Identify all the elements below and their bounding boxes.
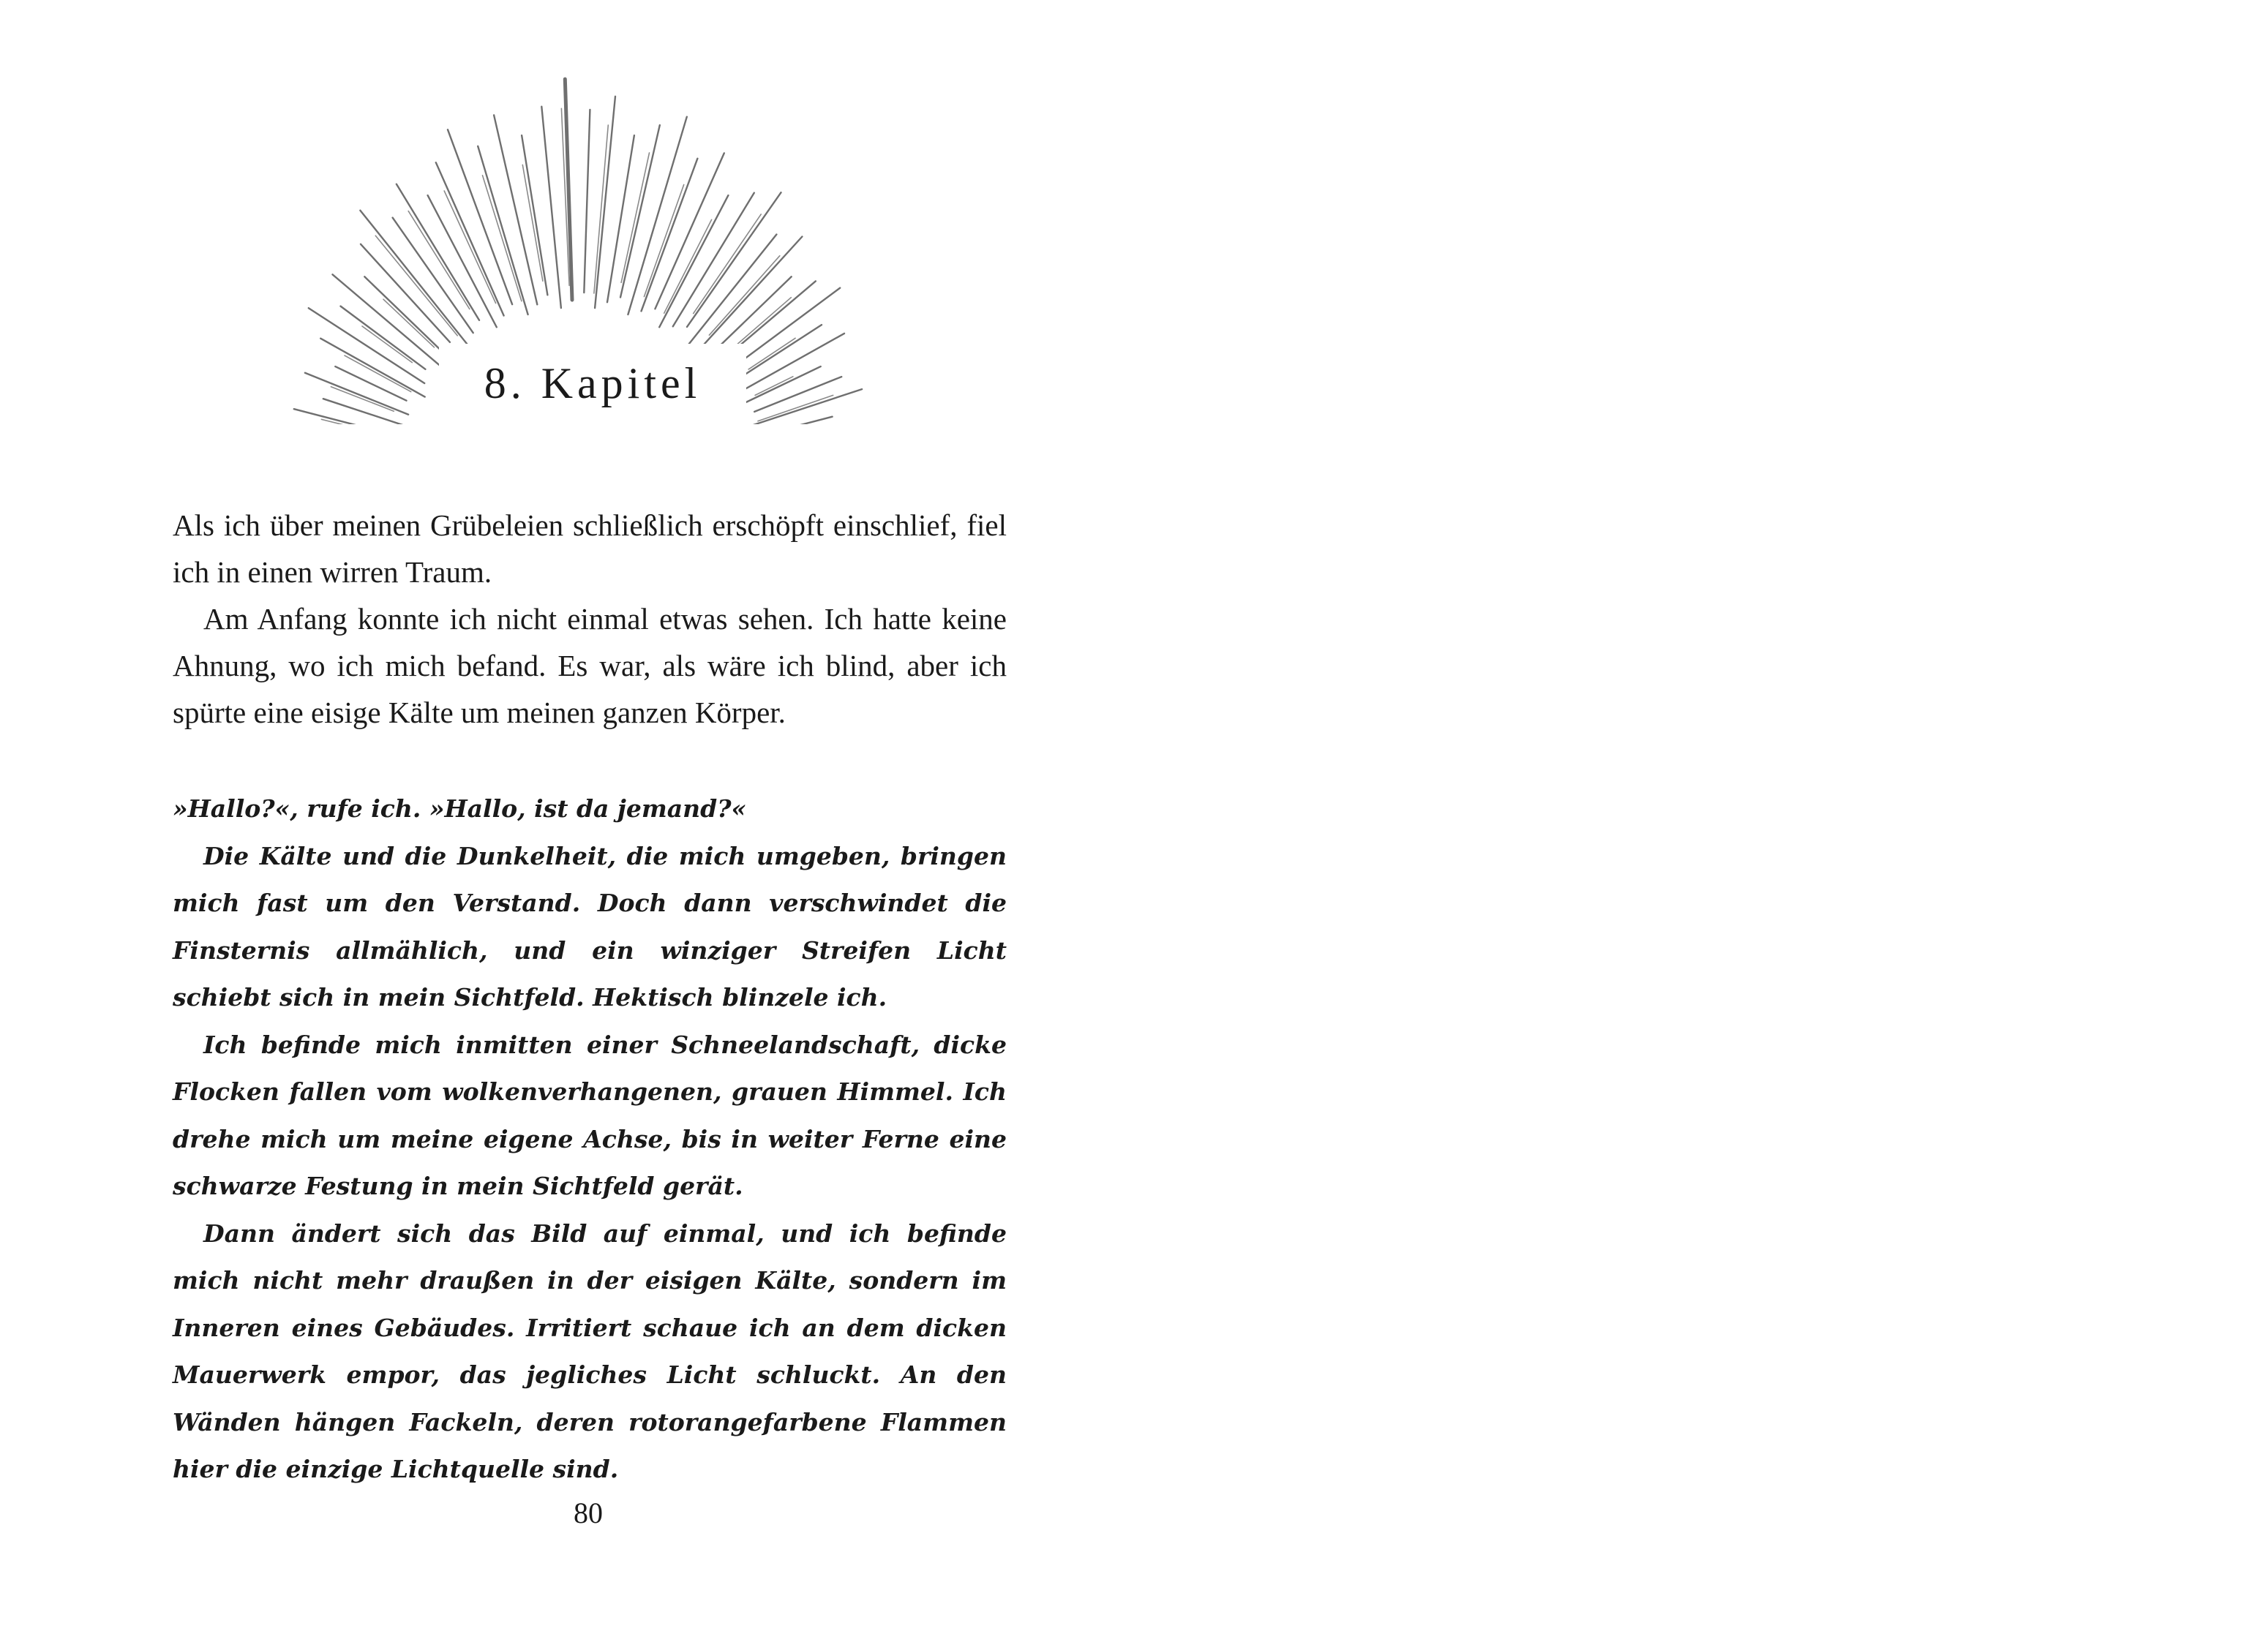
sunburst-ray — [694, 214, 761, 314]
sunburst-ray — [715, 276, 792, 350]
sunburst-ray — [607, 135, 634, 302]
sunburst-ray — [444, 191, 495, 304]
sunburst-ray — [673, 193, 754, 327]
sunburst-ray — [584, 110, 590, 293]
paragraph: »Hallo?«, rufe ich. »Hallo, ist da jemand?« — [173, 794, 747, 823]
sunburst-ray — [754, 377, 841, 412]
sunburst-ray — [522, 165, 543, 281]
sunburst-ray — [655, 153, 724, 309]
left-dream-text — [173, 786, 1007, 1494]
sunburst-ray — [709, 256, 779, 336]
sunburst-ray — [743, 366, 821, 404]
sunburst-ray — [642, 159, 698, 312]
page-number-left: 80 — [574, 1496, 603, 1529]
sunburst-ray — [688, 235, 777, 346]
paragraph: Ich befinde mich inmitten einer Schneelandschaft, dicke Flocken fallen vom wolkenverhangenen, grauen Himmel. Ich drehe mich um meine eigene Achse, bis in weiter Ferne eine schwarze Festung in mein Sichtfeld gerät. — [173, 1030, 1007, 1200]
sunburst-ray — [522, 135, 547, 295]
paragraph: Als ich über meinen Grübeleien schließlich erschöpft einschlief, fiel ich in einen wirren Traum. — [173, 508, 1007, 589]
sunburst-ray — [361, 244, 450, 342]
paragraph: Die Kälte und die Dunkelheit, die mich umgeben, bringen mich fast um den Verstand. Doch dann verschwindet die Finsternis allmählich, und ein winziger Streifen Licht schiebt sich in mein Sichtfeld. Hektisch blinzele ich. — [173, 841, 1007, 1012]
paragraph: Dann ändert sich das Bild auf einmal, und ich befinde mich nicht mehr draußen in der eisigen Kälte, sondern im Inneren eines Gebäudes. Irritiert schaue ich an dem dicken Mauerwerk empor, das jegliches Licht schluckt. An den Wänden hängen Fackeln, deren rotorangefarbene Flammen hier die einzige Lichtquelle sind. — [173, 1219, 1007, 1483]
sunburst-ray — [309, 308, 424, 383]
chapter-title: 8. Kapitel — [439, 344, 746, 423]
paragraph: Am Anfang konnte ich nicht einmal etwas sehen. Ich hatte keine Ahnung, wo ich mich befand. Es war, als wäre ich blind, aber ich spürte eine eisige Kälte um meinen ganzen Körper. — [173, 602, 1007, 729]
right-page — [1134, 0, 2268, 1642]
sunburst-ray — [594, 125, 608, 293]
sunburst-ray — [364, 276, 446, 355]
sunburst-ray — [701, 237, 802, 348]
sunburst-ray — [362, 326, 412, 363]
sunburst-ray — [397, 184, 479, 320]
left-roman-text — [173, 502, 1007, 736]
sunburst-ray — [621, 153, 649, 282]
sunburst-ray — [758, 395, 833, 421]
